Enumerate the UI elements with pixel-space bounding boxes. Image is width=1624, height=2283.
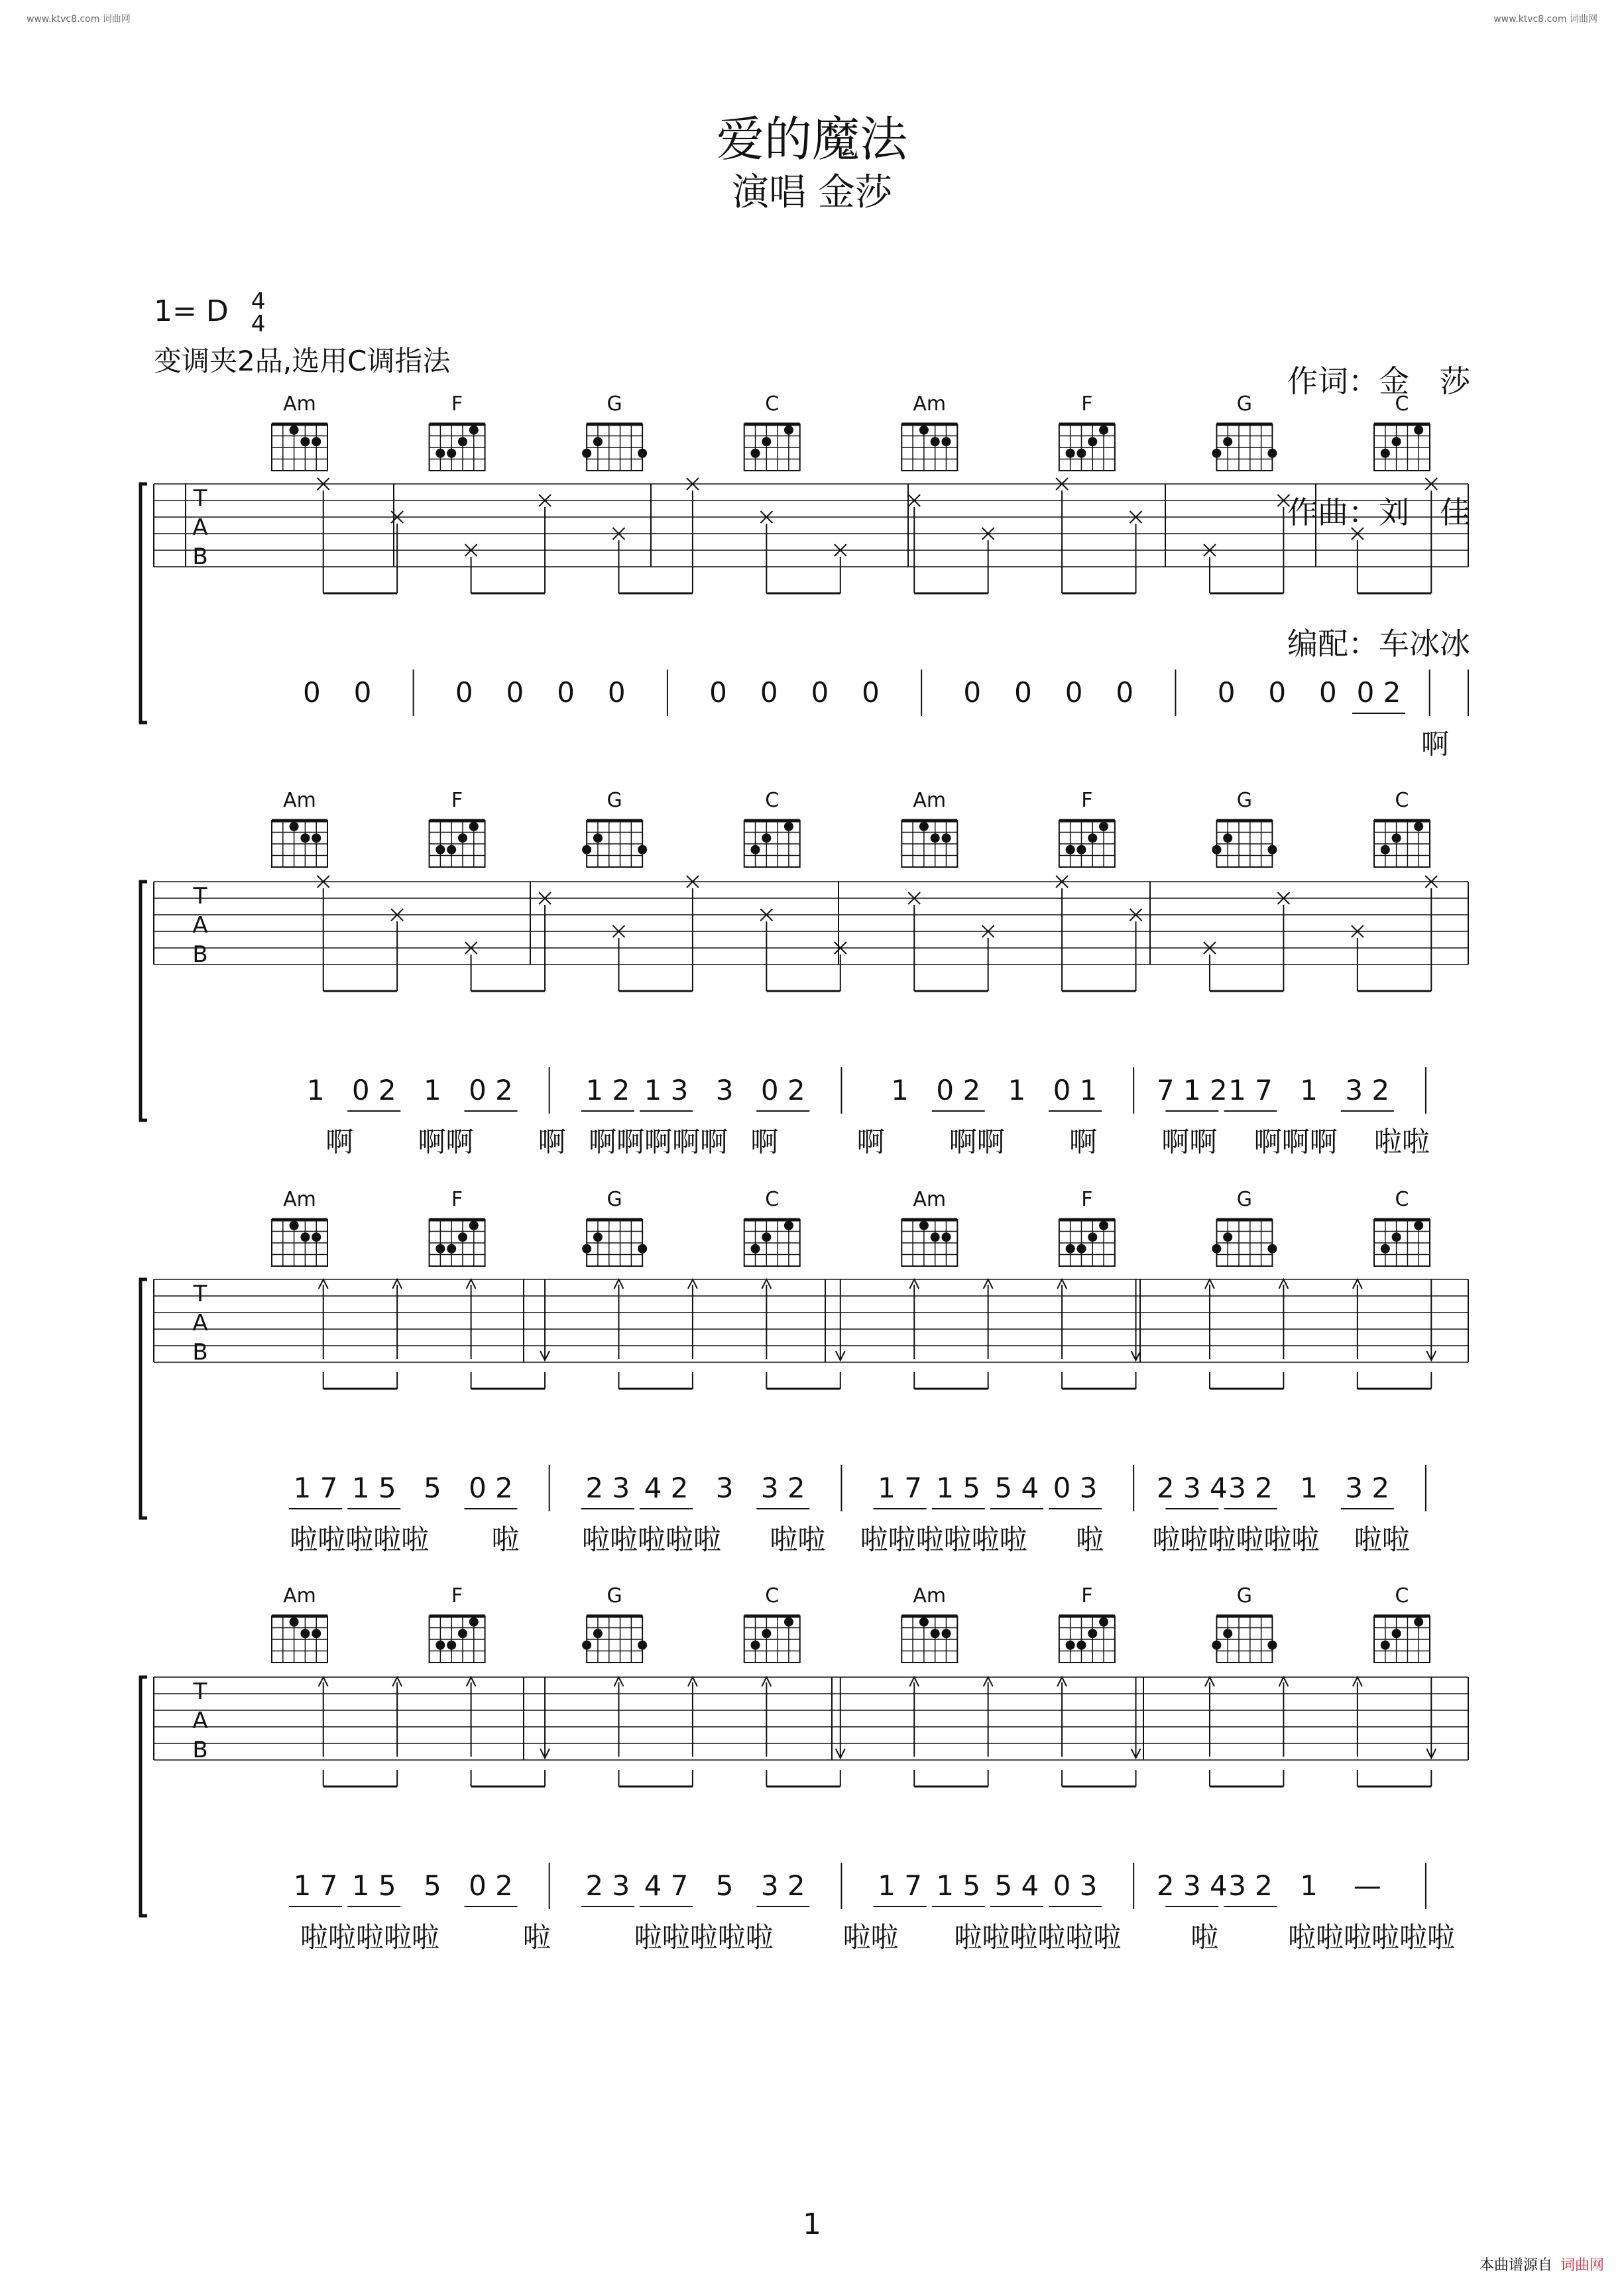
lyricist-credit: 作词：金 莎: [1287, 363, 1470, 399]
jianpu-note: 1: [1300, 1869, 1318, 1902]
chord-dot: [593, 833, 603, 843]
chord-dot: [1099, 1617, 1108, 1627]
chord-dot: [447, 449, 456, 458]
chord-name-Am: Am: [283, 392, 316, 416]
chord-dot: [1392, 437, 1401, 446]
tab-clef-t: T: [193, 883, 207, 909]
lyric-text: 啊啊啊: [1253, 1126, 1338, 1158]
chord-dot: [1088, 437, 1097, 446]
chord-dot: [941, 1232, 951, 1242]
jianpu-note: 2 3 4: [1156, 1472, 1228, 1504]
chord-dot: [1076, 1641, 1086, 1650]
chord-dot: [638, 449, 647, 458]
chord-dot: [931, 437, 940, 446]
tab-clef-t: T: [193, 485, 207, 512]
chord-dot: [1414, 822, 1423, 831]
lyric-text: 啊啊: [949, 1126, 1005, 1158]
chord-name-G: G: [607, 392, 622, 416]
lyric-text: 啦啦啦啦啦啦: [954, 1921, 1122, 1954]
chord-name-F: F: [1081, 1188, 1093, 1211]
jianpu-note: 0: [709, 676, 727, 709]
chord-dot: [1267, 449, 1277, 458]
lyric-text: 啦啦啦啦啦: [634, 1921, 774, 1954]
chord-dot: [919, 822, 929, 831]
jianpu-note: 0 3: [1053, 1472, 1098, 1504]
chord-dot: [762, 1629, 771, 1638]
chord-dot: [784, 426, 793, 435]
chord-dot: [1392, 1629, 1401, 1638]
chord-dot: [1392, 1232, 1401, 1242]
lyric-text: 啦啦: [770, 1523, 826, 1556]
jianpu-note: 0: [1318, 676, 1337, 709]
jianpu-note: 1 7: [293, 1869, 338, 1902]
chord-dot: [941, 833, 951, 843]
chord-dot: [931, 1629, 940, 1638]
chord-name-G: G: [607, 789, 622, 812]
jianpu-note: 1 3: [644, 1074, 689, 1106]
tab-clef-b: B: [192, 544, 208, 570]
jianpu-note: 1: [1300, 1074, 1318, 1106]
chord-dot: [751, 449, 760, 458]
jianpu-note: 3 2: [1228, 1472, 1273, 1504]
jianpu-note: 0: [1065, 676, 1083, 709]
chord-name-Am: Am: [913, 1584, 947, 1608]
chord-name-C: C: [1395, 392, 1409, 416]
chord-dot: [1414, 1221, 1423, 1230]
chord-name-G: G: [1236, 1584, 1253, 1608]
jianpu-note: 5: [424, 1472, 441, 1504]
jianpu-note: 1: [306, 1074, 325, 1106]
chord-dot: [784, 1221, 793, 1230]
chord-dot: [762, 1232, 771, 1242]
chord-dot: [941, 437, 951, 446]
chord-dot: [447, 1244, 456, 1254]
jianpu-note: 1 5: [351, 1869, 396, 1902]
chord-name-F: F: [451, 1188, 463, 1211]
jianpu-note: 3 2: [760, 1869, 805, 1902]
chord-name-Am: Am: [913, 392, 947, 416]
lyric-text: 啦啦啦啦啦啦: [860, 1523, 1027, 1556]
chord-dot: [1076, 845, 1086, 854]
chord-dot: [941, 1629, 951, 1638]
jianpu-note: 7 1 2: [1156, 1074, 1228, 1106]
lyric-text: 啊: [1421, 728, 1449, 760]
jianpu-note: 0: [455, 676, 473, 709]
chord-name-C: C: [765, 1584, 780, 1608]
jianpu-note: 0 3: [1053, 1869, 1098, 1902]
jianpu-note: 0 2: [469, 1869, 513, 1902]
chord-dot: [469, 822, 479, 831]
chord-name-C: C: [1395, 1584, 1409, 1608]
lyric-text: 啦啦: [842, 1921, 899, 1954]
chord-dot: [1212, 449, 1221, 458]
jianpu-note: 0 2: [469, 1074, 513, 1106]
jianpu-note: 0: [302, 676, 321, 709]
tab-clef-b: B: [192, 941, 208, 968]
jianpu-note: 1 7: [1228, 1074, 1273, 1106]
jianpu-note: 0: [760, 676, 778, 709]
chord-dot: [1414, 1617, 1423, 1627]
chord-dot: [919, 1617, 929, 1627]
chord-name-G: G: [607, 1188, 622, 1211]
jianpu-note: 2 3: [585, 1869, 630, 1902]
chord-dot: [1088, 833, 1097, 843]
chord-dot: [1381, 1244, 1390, 1254]
jianpu-note: 0: [1014, 676, 1032, 709]
lyric-text: 啊: [538, 1126, 566, 1158]
jianpu-note: 1 5: [936, 1472, 981, 1504]
jianpu-note: 0: [557, 676, 575, 709]
jianpu-note: 1 5: [936, 1869, 981, 1902]
chord-dot: [1099, 822, 1108, 831]
system-bracket: [141, 1279, 147, 1518]
jianpu-note: 3 2: [1345, 1472, 1390, 1504]
chord-dot: [1076, 1244, 1086, 1254]
chord-dot: [919, 1221, 929, 1230]
tab-clef-a: A: [192, 1310, 208, 1336]
lyric-text: 啦: [491, 1523, 520, 1556]
chord-dot: [290, 1221, 299, 1230]
chord-dot: [762, 437, 771, 446]
chord-dot: [1267, 1244, 1277, 1254]
chord-dot: [582, 1244, 591, 1254]
chord-dot: [1381, 845, 1390, 854]
chord-dot: [762, 833, 771, 843]
chord-name-G: G: [1236, 392, 1253, 416]
jianpu-note: 1 7: [293, 1472, 338, 1504]
lyric-text: 啦啦啦啦啦: [290, 1523, 430, 1556]
system-bracket: [141, 1677, 147, 1916]
chord-dot: [1099, 426, 1108, 435]
chord-dot: [1212, 1244, 1221, 1254]
time-denominator: 4: [251, 311, 266, 337]
chord-name-F: F: [451, 392, 463, 416]
chord-dot: [593, 437, 603, 446]
chord-dot: [1381, 449, 1390, 458]
lyric-text: 啊: [325, 1126, 354, 1158]
lyric-text: 啊啊啊啊啊: [588, 1126, 728, 1158]
tab-clef-b: B: [192, 1339, 208, 1366]
page-number: 1: [803, 2207, 821, 2241]
jianpu-note: 0: [607, 676, 626, 709]
chord-dot: [290, 1617, 299, 1627]
chord-dot: [290, 822, 299, 831]
system-bracket: [141, 484, 147, 723]
chord-dot: [447, 1641, 456, 1650]
jianpu-note: 5 4: [994, 1472, 1039, 1504]
jianpu-note: 1: [424, 1074, 441, 1106]
lyric-text: 啦啦啦啦啦啦: [1288, 1921, 1456, 1954]
jianpu-note: 3 2: [1345, 1074, 1390, 1106]
chord-name-C: C: [1395, 1188, 1409, 1211]
jianpu-note: 0 2: [469, 1472, 513, 1504]
chord-name-C: C: [765, 789, 780, 812]
jianpu-note: 3: [715, 1074, 734, 1106]
jianpu-note: 1: [891, 1074, 909, 1106]
jianpu-note: 0 2: [760, 1074, 805, 1106]
jianpu-note: 4 7: [644, 1869, 689, 1902]
chord-dot: [458, 1232, 467, 1242]
chord-dot: [931, 1232, 940, 1242]
chord-name-G: G: [1236, 1188, 1253, 1211]
lyric-text: 啦: [522, 1921, 551, 1954]
jianpu-note: 1: [1300, 1472, 1318, 1504]
chord-name-Am: Am: [283, 1584, 316, 1608]
chord-dot: [469, 1221, 479, 1230]
lyric-text: 啦啦: [1354, 1523, 1410, 1556]
chord-dot: [435, 1244, 445, 1254]
chord-dot: [435, 449, 445, 458]
chord-name-Am: Am: [283, 789, 316, 812]
chord-dot: [1267, 1641, 1277, 1650]
chord-name-Am: Am: [913, 789, 947, 812]
chord-dot: [300, 833, 310, 843]
jianpu-note: 1: [1008, 1074, 1026, 1106]
chord-dot: [312, 1629, 321, 1638]
chord-dot: [593, 1232, 603, 1242]
footer-brand: 词曲网: [1560, 2257, 1604, 2274]
chord-dot: [593, 1629, 603, 1638]
jianpu-note: 2 3 4: [1156, 1869, 1228, 1902]
chord-name-G: G: [1236, 789, 1253, 812]
chord-name-F: F: [1081, 392, 1093, 416]
jianpu-note: 0: [1217, 676, 1236, 709]
jianpu-note: 0: [811, 676, 829, 709]
chord-name-F: F: [1081, 1584, 1093, 1608]
chord-dot: [784, 1617, 793, 1627]
jianpu-note: 1 7: [878, 1869, 922, 1902]
chord-name-F: F: [451, 789, 463, 812]
chord-dot: [1212, 845, 1221, 854]
chord-dot: [1414, 426, 1423, 435]
jianpu-note: 1 7: [878, 1472, 922, 1504]
chord-name-C: C: [1395, 789, 1409, 812]
jianpu-note: 4 2: [644, 1472, 689, 1504]
jianpu-note: 0 2: [351, 1074, 396, 1106]
chord-dot: [447, 845, 456, 854]
footer-text: 本曲谱源自: [1479, 2257, 1552, 2274]
chord-dot: [1223, 1629, 1232, 1638]
lyric-text: 啊: [1069, 1126, 1098, 1158]
lyric-text: 啊: [856, 1126, 885, 1158]
lyric-text: 啦: [1076, 1523, 1104, 1556]
chord-dot: [312, 833, 321, 843]
chord-dot: [1212, 1641, 1221, 1650]
chord-dot: [312, 437, 321, 446]
chord-dot: [1223, 833, 1232, 843]
chord-name-C: C: [765, 392, 780, 416]
jianpu-note: 5: [715, 1869, 734, 1902]
chord-dot: [458, 833, 467, 843]
jianpu-note: —: [1353, 1869, 1381, 1902]
chord-dot: [300, 437, 310, 446]
chord-dot: [300, 1232, 310, 1242]
chord-dot: [1066, 449, 1075, 458]
time-numerator: 4: [251, 288, 266, 315]
chord-dot: [919, 426, 929, 435]
tab-clef-t: T: [193, 1678, 207, 1705]
site-watermark-right: www.ktvc8.com 词曲网: [1493, 14, 1597, 25]
lyric-text: 啦啦啦啦啦: [581, 1523, 721, 1556]
lyric-text: 啦: [1190, 1921, 1219, 1954]
chord-dot: [300, 1629, 310, 1638]
lyric-text: 啊啊: [1161, 1126, 1218, 1158]
chord-dot: [1088, 1629, 1097, 1638]
chord-dot: [751, 1244, 760, 1254]
jianpu-note: 0 1: [1053, 1074, 1098, 1106]
chord-dot: [1066, 1244, 1075, 1254]
song-performer: 演唱 金莎: [732, 171, 892, 214]
chord-dot: [1088, 1232, 1097, 1242]
capo-instruction: 变调夹2品,选用C调指法: [154, 345, 451, 377]
chord-dot: [469, 1617, 479, 1627]
chord-name-G: G: [607, 1584, 622, 1608]
footer-source: [1479, 2254, 1604, 2274]
tab-clef-b: B: [192, 1737, 208, 1763]
chord-dot: [751, 845, 760, 854]
chord-name-Am: Am: [913, 1188, 947, 1211]
chord-dot: [1223, 437, 1232, 446]
tab-clef-a: A: [192, 912, 208, 939]
chord-dot: [638, 845, 647, 854]
site-watermark-left: www.ktvc8.com 词曲网: [27, 14, 131, 25]
chord-name-Am: Am: [283, 1188, 316, 1211]
chord-dot: [582, 845, 591, 854]
lyric-text: 啊啊: [418, 1126, 474, 1158]
chord-dot: [638, 1244, 647, 1254]
jianpu-note: 0: [1268, 676, 1287, 709]
chord-dot: [1223, 1232, 1232, 1242]
tab-clef-t: T: [193, 1281, 207, 1307]
lyric-text: 啦啦啦啦啦: [300, 1921, 439, 1954]
chord-name-F: F: [1081, 789, 1093, 812]
composer-credit: 作曲：刘 佳: [1287, 495, 1470, 530]
tab-clef-a: A: [192, 514, 208, 541]
chord-dot: [435, 845, 445, 854]
jianpu-note: 5 4: [994, 1869, 1039, 1902]
jianpu-note: 5: [424, 1869, 441, 1902]
chord-dot: [931, 833, 940, 843]
jianpu-note: 0: [862, 676, 880, 709]
lyric-text: 啦啦: [1373, 1126, 1430, 1158]
key-label: 1= D: [154, 294, 229, 328]
chord-dot: [458, 437, 467, 446]
jianpu-note: 0: [1116, 676, 1134, 709]
chord-dot: [469, 426, 479, 435]
lyric-text: 啦啦啦啦啦啦: [1152, 1523, 1320, 1556]
chord-dot: [638, 1641, 647, 1650]
jianpu-note: 0: [963, 676, 982, 709]
tab-clef-a: A: [192, 1708, 208, 1734]
chord-dot: [1099, 1221, 1108, 1230]
jianpu-note: 0: [353, 676, 372, 709]
chord-dot: [435, 1641, 445, 1650]
jianpu-note: 1 2: [585, 1074, 630, 1106]
jianpu-note: 0 2: [1356, 676, 1401, 709]
arranger-credit: 编配：车冰冰: [1287, 626, 1470, 662]
chord-dot: [582, 1641, 591, 1650]
lyric-text: 啊: [750, 1126, 779, 1158]
chord-dot: [1267, 845, 1277, 854]
jianpu-note: 3 2: [1228, 1869, 1273, 1902]
chord-dot: [1066, 1641, 1075, 1650]
chord-dot: [290, 426, 299, 435]
jianpu-note: 0: [506, 676, 524, 709]
jianpu-note: 3: [715, 1472, 734, 1504]
chord-dot: [751, 1641, 760, 1650]
jianpu-note: 2 3: [585, 1472, 630, 1504]
chord-dot: [784, 822, 793, 831]
chord-dot: [1066, 845, 1075, 854]
jianpu-note: 0 2: [936, 1074, 981, 1106]
chord-dot: [458, 1629, 467, 1638]
chord-name-F: F: [451, 1584, 463, 1608]
system-bracket: [141, 882, 147, 1120]
chord-dot: [582, 449, 591, 458]
chord-name-C: C: [765, 1188, 780, 1211]
chord-dot: [1381, 1641, 1390, 1650]
chord-dot: [312, 1232, 321, 1242]
song-title: 爱的魔法: [716, 111, 907, 167]
jianpu-note: 1 5: [351, 1472, 396, 1504]
chord-dot: [1392, 833, 1401, 843]
jianpu-note: 3 2: [760, 1472, 805, 1504]
chord-dot: [1076, 449, 1086, 458]
